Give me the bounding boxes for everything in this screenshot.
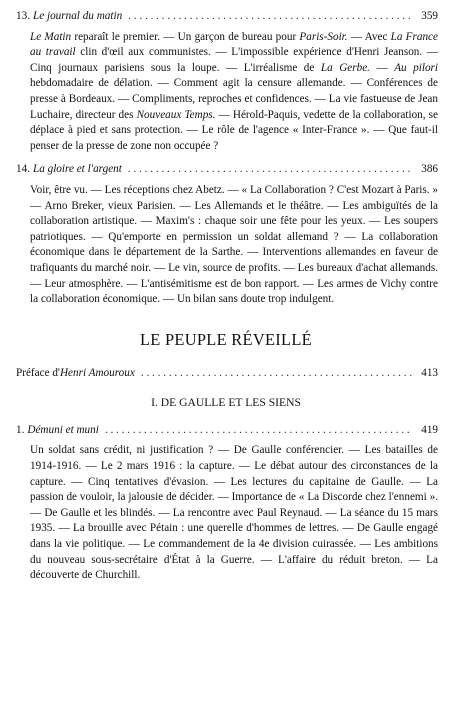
summary-text: — Hérold-Paquis, vedette de la collaboration, se déplace à pied et sans protection. — Le rôle de l'agence « Inter-France ». — Que faut-il penser de la presse de zone non occupée ? bbox=[30, 108, 438, 152]
page-number: 359 bbox=[421, 10, 438, 22]
toc-entry-preface bbox=[16, 366, 438, 382]
preface-author: Henri Amouroux bbox=[59, 366, 135, 379]
dot-leader bbox=[128, 9, 413, 25]
page-number: 413 bbox=[421, 366, 438, 379]
summary-text: clin d'œil aux communistes. — L'impossible expérience d'Henri Jeanson. — Cinq journaux parisiens sous la loupe. — L'irréalisme de bbox=[30, 46, 438, 74]
dot-leader bbox=[141, 366, 413, 382]
preface-prefix: Préface d' bbox=[16, 366, 60, 379]
chapter-title: Démuni et muni bbox=[27, 423, 99, 436]
chapter-number: 14. bbox=[16, 163, 30, 176]
summary-text: La Gerbe. bbox=[320, 61, 370, 74]
preface-title bbox=[16, 366, 135, 382]
toc-entry-14 bbox=[16, 162, 438, 178]
chapter-summary-1: Un soldat sans crédit, ni justification ? — De Gaulle conférencier. — Les batailles de 1914-1916. — Le 2 mars 1916 : la capture. — Le débat autour des circonstances de la capture. — Cinq tentatives d'évasion. — Les lectures du capitaine de Gaulle. — La passion de vouloir, la jalousie de décider. — Importance de « La Discorde chez l'ennemi ». — De Gaulle et les blindés. — La rencontre avec Paul Reynaud. — La séance du 15 mars 1935. — La brouille avec Pétain : une querelle d'hommes de lettres. — De Gaulle engagé dans la vie politique. — Le commandement de la 4e division cuirassée. — Les ambitions du nouveau sous-secrétaire d'État à la Guerre. — L'affaire du réduit breton. — La découverte de Churchill. bbox=[30, 444, 438, 582]
summary-text: — bbox=[369, 61, 395, 74]
summary-text: reparaît le premier. — Un garçon de bureau pour bbox=[71, 30, 300, 43]
section-title: I. DE GAULLE ET LES SIENS bbox=[151, 396, 301, 410]
chapter-number: 13. bbox=[16, 10, 30, 22]
summary-text: Paris-Soir. bbox=[299, 30, 348, 43]
toc-entry-13 bbox=[16, 9, 438, 25]
page-number: 386 bbox=[421, 163, 438, 176]
summary-text: La France au travail bbox=[30, 30, 438, 59]
summary-text: Le Matin bbox=[30, 30, 72, 43]
dot-leader bbox=[105, 423, 413, 439]
page-number: 419 bbox=[421, 423, 438, 436]
summary-text: — Avec bbox=[347, 30, 391, 43]
chapter-summary-14: Voir, être vu. — Les réceptions chez Abetz. — « La Collaboration ? C'est Mozart à Paris. » — Arno Breker, vieux Parisien. — Les Allemands et le théâtre. — Les ambiguïtés de la collaboration artistique. — Maxim's : chaque soir une fête pour les yeux. — Les soupers patriotiques. — Qu'emporte en permission un soldat allemand ? — La collaboration économique dans le département de la Sarthe. — Interventions allemandes en faveur de trafiquants du marché noir. — Le vin, source de profits. — Les bureaux d'achat allemands. — Leur atmosphère. — L'antisémitisme est de bon rapport. — Les armes de Vichy contre la collaboration économique. — Un bilan sans doute trop indulgent. bbox=[30, 183, 438, 306]
dot-leader bbox=[128, 162, 413, 178]
summary-text: Au pilori bbox=[394, 61, 438, 74]
chapter-title: Le journal du matin bbox=[32, 10, 123, 22]
part-title: LE PEUPLE RÉVEILLÉ bbox=[139, 329, 312, 349]
chapter-number: 1. bbox=[16, 423, 25, 436]
toc-entry-1 bbox=[16, 423, 438, 439]
summary-text: Nouveaux Temps. bbox=[136, 108, 216, 121]
summary-text: hebdomadaire de délation. — Comment agit la censure allemande. — Conférences de presse à Bordeaux. — Compliments, reproches et confidences. — La vie fastueuse de Jean Luchaire, directeur des bbox=[30, 77, 438, 121]
chapter-summary-13 bbox=[30, 30, 438, 155]
chapter-title: La gloire et l'argent bbox=[32, 163, 122, 176]
